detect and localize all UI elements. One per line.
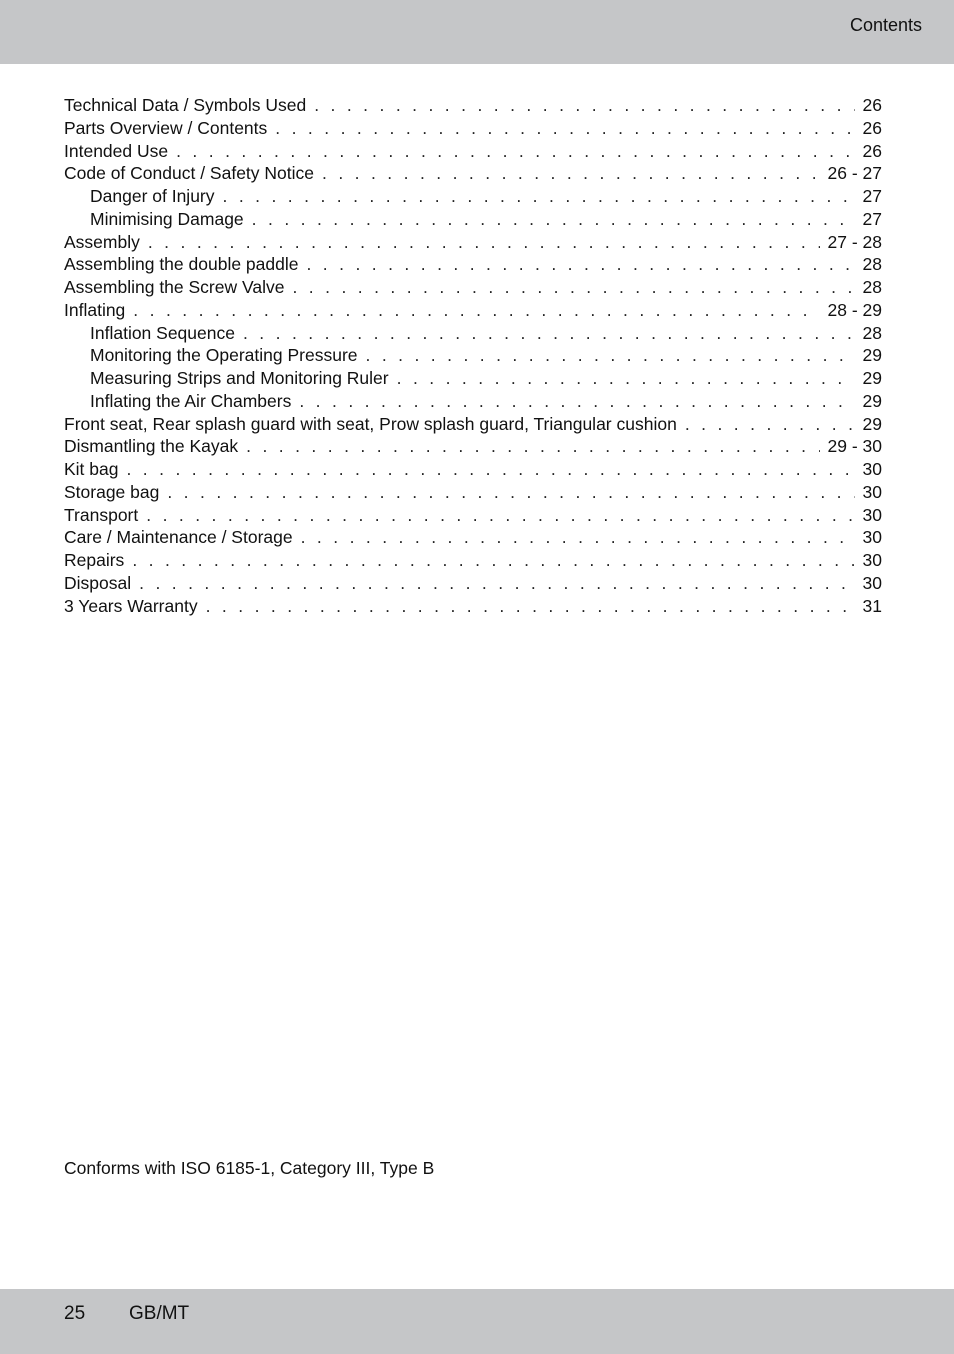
toc-dot-leader — [322, 162, 820, 185]
toc-entry-page: 30 — [862, 572, 882, 593]
toc-dot-leader — [275, 117, 854, 140]
toc-dot-leader — [126, 458, 854, 481]
toc-entry-label: Technical Data / Symbols Used — [64, 95, 307, 115]
toc-entry — [64, 344, 882, 367]
toc-entry-label: Front seat, Rear splash guard with seat, Prow splash guard, Triangular cushion — [64, 413, 677, 434]
toc-entry — [64, 504, 882, 527]
toc-entry-page: 29 — [862, 390, 882, 411]
toc-dot-leader — [243, 322, 855, 345]
toc-entry-label: Disposal — [64, 572, 132, 593]
toc-entry-label: Assembly — [64, 231, 140, 252]
toc-dot-leader — [292, 276, 854, 299]
toc-entry-page: 31 — [862, 595, 882, 616]
toc-entry — [64, 367, 882, 390]
toc-dot-leader — [301, 526, 855, 549]
toc-entry-label: Measuring Strips and Monitoring Ruler — [90, 368, 389, 388]
toc-entry — [64, 435, 882, 458]
toc-entry-label: Repairs — [64, 550, 125, 570]
toc-entry-page: 30 — [862, 550, 882, 570]
toc-entry — [64, 595, 882, 618]
toc-entry — [64, 549, 882, 572]
toc-entry — [64, 208, 882, 231]
toc-entry-label: 3 Years Warranty — [64, 595, 198, 616]
toc-entry-label: Assembling the Screw Valve — [64, 277, 285, 297]
header-bar — [0, 0, 954, 64]
toc-entry-page: 26 — [862, 95, 882, 115]
toc-entry-label: Kit bag — [64, 459, 119, 479]
toc-entry-page: 28 — [862, 322, 882, 343]
toc-entry — [64, 322, 882, 345]
toc-entry-page: 26 - 27 — [827, 163, 882, 184]
toc-entry-page: 30 — [862, 527, 882, 548]
toc-entry-page: 27 — [862, 186, 882, 206]
toc-entry-page: 29 — [862, 413, 882, 434]
toc-entry-label: Transport — [64, 504, 139, 525]
toc-entry — [64, 481, 882, 504]
toc-entry-page: 27 - 28 — [827, 231, 882, 252]
toc-entry — [64, 390, 882, 413]
toc-entry-page: 27 — [862, 208, 882, 229]
toc-entry-label: Danger of Injury — [90, 186, 215, 206]
toc-entry-label: Minimising Damage — [90, 208, 244, 229]
toc-dot-leader — [306, 253, 854, 276]
toc-dot-leader — [252, 208, 855, 231]
toc-entry-page: 29 — [862, 345, 882, 366]
toc-entry-label: Care / Maintenance / Storage — [64, 527, 293, 548]
toc-entry — [64, 276, 882, 299]
table-of-contents — [64, 94, 882, 617]
toc-dot-leader — [176, 140, 854, 163]
conformity-note: Conforms with ISO 6185-1, Category III, Type B — [64, 1158, 435, 1178]
toc-entry-page: 29 — [862, 368, 882, 388]
footer-page-number: 25 — [64, 1303, 86, 1324]
toc-entry-label: Parts Overview / Contents — [64, 117, 268, 138]
toc-entry-label: Assembling the double paddle — [64, 254, 299, 275]
toc-entry-page: 30 — [862, 481, 882, 502]
toc-entry — [64, 413, 882, 436]
toc-entry — [64, 526, 882, 549]
toc-dot-leader — [132, 549, 854, 572]
toc-dot-leader — [685, 413, 855, 436]
toc-entry-page: 28 — [862, 254, 882, 275]
toc-entry-page: 26 — [862, 117, 882, 138]
toc-entry — [64, 458, 882, 481]
toc-entry-label: Inflation Sequence — [90, 322, 235, 343]
toc-dot-leader — [397, 367, 855, 390]
toc-entry-page: 26 — [862, 140, 882, 161]
toc-entry-label: Monitoring the Operating Pressure — [90, 345, 358, 366]
toc-entry-page: 28 - 29 — [827, 299, 882, 320]
toc-entry-page: 30 — [862, 504, 882, 525]
toc-dot-leader — [139, 572, 854, 595]
toc-dot-leader — [146, 504, 854, 527]
toc-entry-label: Dismantling the Kayak — [64, 436, 239, 457]
toc-entry — [64, 231, 882, 254]
toc-entry-page: 29 - 30 — [827, 436, 882, 457]
toc-entry-label: Code of Conduct / Safety Notice — [64, 163, 314, 184]
toc-dot-leader — [133, 299, 819, 322]
toc-dot-leader — [366, 344, 855, 367]
toc-entry — [64, 572, 882, 595]
toc-dot-leader — [246, 435, 819, 458]
toc-entry — [64, 253, 882, 276]
toc-entry — [64, 185, 882, 208]
toc-entry — [64, 162, 882, 185]
toc-entry — [64, 117, 882, 140]
toc-entry — [64, 94, 882, 117]
toc-entry-label: Storage bag — [64, 481, 160, 502]
toc-entry-label: Inflating — [64, 299, 126, 320]
toc-entry-page: 28 — [862, 277, 882, 297]
toc-entry-label: Inflating the Air Chambers — [90, 390, 292, 411]
toc-dot-leader — [314, 94, 854, 117]
toc-dot-leader — [223, 185, 855, 208]
footer-region: GB/MT — [129, 1303, 190, 1324]
header-title: Contents — [849, 15, 922, 35]
toc-dot-leader — [167, 481, 854, 504]
toc-dot-leader — [299, 390, 854, 413]
toc-entry — [64, 299, 882, 322]
toc-dot-leader — [148, 231, 820, 254]
toc-entry-page: 30 — [862, 459, 882, 479]
toc-dot-leader — [206, 595, 855, 618]
toc-entry-label: Intended Use — [64, 140, 169, 161]
toc-entry — [64, 140, 882, 163]
